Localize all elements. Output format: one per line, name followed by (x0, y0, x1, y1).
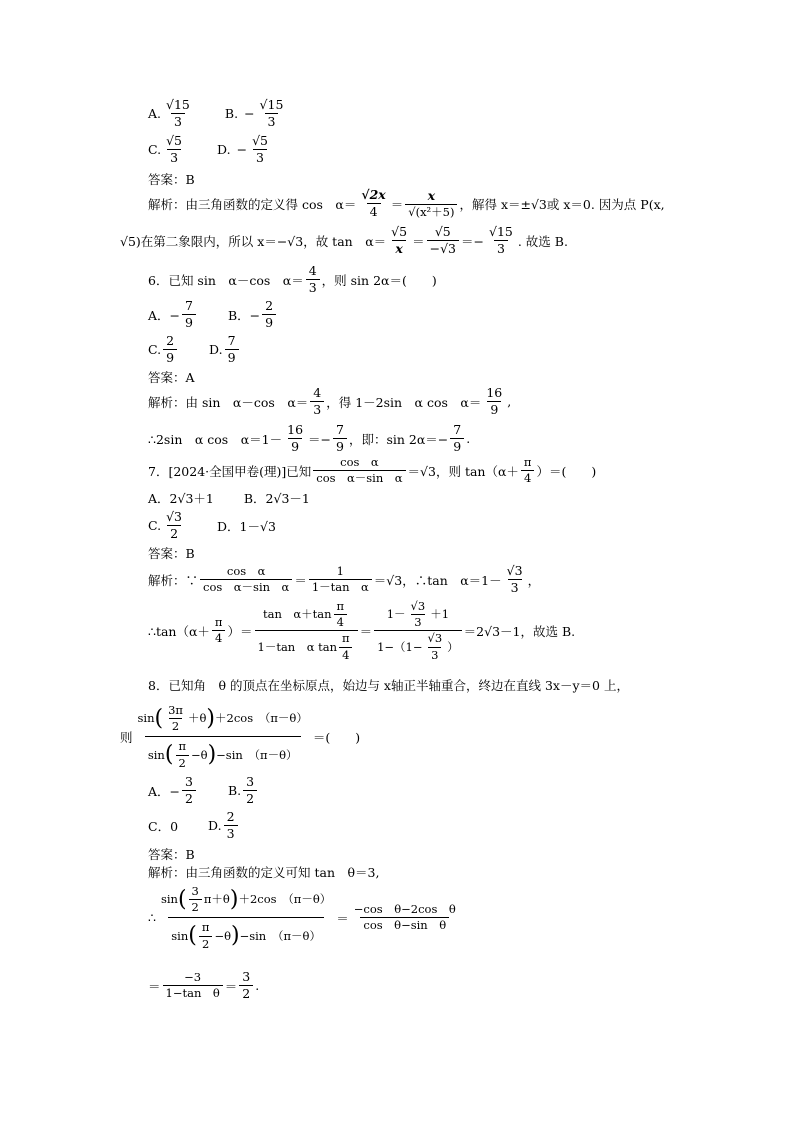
q5-option-c-label: C. (148, 142, 162, 158)
q5-sol2-frac3: $\frac{√15}{3}$ (488, 224, 513, 257)
q6-stem-text-a: 6．已知 sin α－cos α＝ (148, 272, 304, 288)
q7-sol1-frac1: cos α cos α－sin α (200, 565, 292, 594)
q6-option-d-label: D. (209, 342, 223, 358)
q7-sol2-bf2-den-text-a: 1−（1− (377, 639, 423, 654)
q8-sol3-frac1: −3 1−tan θ (163, 971, 223, 1000)
q5-option-b-sign: − (244, 106, 255, 122)
q8-sol3-period: . (255, 978, 260, 994)
q8-sol3-eq-a: ＝ (148, 978, 161, 994)
q8-den-sin-term: −sin （π－θ） (216, 747, 298, 762)
q8-sol3-frac2: 3 2 (239, 970, 253, 1002)
q7-sol1-frac3: √3 3 (506, 563, 523, 596)
q7-stem-text-c: ）＝( ) (536, 463, 597, 479)
q8-solution-line1: 解析：由三角函数的定义可知 tan θ＝3, (148, 865, 380, 880)
q6-option-c-label: C. (148, 342, 162, 358)
q7-sol1-text-c: ， (527, 572, 541, 588)
q6-solution-line2 (148, 423, 470, 455)
q5-sol1-eq: ＝ (390, 196, 404, 212)
q5-sol1-frac2: x √(x²＋5) (405, 189, 457, 220)
q8-option-c: C．0 (148, 818, 179, 834)
q5-solution-line1 (148, 188, 665, 220)
q8-sol2-den-sin: sin (171, 928, 189, 943)
q7-sol2-bf2-num-text-b: ＋1 (430, 607, 450, 622)
q5-sol1-text-b: ，解得 x＝±√3或 x＝0. 因为点 P(x, (459, 196, 665, 212)
q6-option-a-label: A．− (148, 307, 181, 323)
q5-answer: 答案：B (148, 172, 195, 187)
q8-option-b-label: B. (227, 783, 242, 799)
q8-option-d-label: D. (208, 818, 222, 834)
q7-option-b: B．2√3－1 (243, 491, 310, 506)
q5-solution-line2 (120, 225, 568, 257)
q8-sol2-eq: ＝ (336, 910, 349, 926)
q8-sol2-den-minus-theta: −θ (214, 928, 231, 943)
q7-options-ab (148, 489, 310, 507)
q8-then: 则 (120, 729, 133, 745)
q5-sol1-text-a: 解析：由三角函数的定义得 cos α＝ (148, 196, 357, 212)
q6-sol2-frac2: $\frac{7}{9}$ (333, 423, 347, 455)
q7-sol2-eq: ＝ (359, 623, 373, 639)
q6-stem (148, 264, 437, 296)
q8-solution-line2 (148, 885, 461, 951)
q5-sol2-text-a: √5)在第二象限内，所以 x＝−√3，故 tan α＝ (120, 233, 387, 249)
q8-num-plus-theta: ＋θ (187, 711, 207, 726)
q8-tail: ＝( ) (312, 729, 361, 745)
q6-sol2-text-a: ∴2sin α cos α＝1－ (148, 431, 283, 447)
q7-sol1-frac2: 1 1－tan α (309, 565, 372, 594)
q8-sol2-result-frac: −cos θ−2cos θ cos θ−sin θ (353, 902, 456, 933)
q5-option-c-fraction: √5 3 (166, 133, 183, 166)
q7-sol2-text-a: ∴tan（α＋ (148, 623, 210, 639)
q8-sol2-big-fraction: sin ( 3 2 π＋θ ) ＋2cos （π－θ） sin ( π 2 −θ ) −sin （π－θ） (160, 884, 332, 951)
q8-stem: 8．已知角 θ 的顶点在坐标原点，始边与 x轴正半轴重合，终边在直线 3x－y＝0 上， (148, 678, 629, 693)
q5-options-ab (148, 98, 288, 130)
q7-sol2-bf2-num-text-a: 1－ (386, 607, 406, 622)
q5-sol2-frac2: √5 −√3 (427, 225, 459, 257)
q7-answer: 答案：B (148, 546, 195, 561)
q7-stem (148, 456, 596, 485)
q7-sol2-text-b: ）＝ (227, 623, 253, 639)
q6-sol1-text-a: 解析：由 sin α－cos α＝ (148, 394, 309, 410)
q7-option-c-label: C. (148, 518, 162, 534)
q8-num-sin: sin (137, 711, 155, 726)
q8-option-a-fraction: $\frac{3}{2}$ (182, 775, 196, 807)
q7-stem-pi-frac: π 4 (521, 456, 535, 485)
q7-option-d: D．1－√3 (217, 518, 276, 534)
q7-solution-line2 (148, 600, 575, 662)
q6-sol1-frac1: 4 3 (310, 386, 324, 418)
q8-option-b-fraction: 3 2 (243, 775, 257, 807)
q6-solution-line1 (148, 386, 511, 418)
q8-solution-line3 (148, 970, 259, 1002)
q6-stem-frac: 4 3 (306, 264, 320, 296)
q7-options-cd (148, 510, 276, 542)
q5-sol2-text-b: . 故选 B. (517, 233, 568, 249)
q5-sol2-frac1: √5 x (391, 224, 408, 257)
q8-den-minus-theta: −θ (191, 747, 208, 762)
q8-sol2-num-cos-term: ＋2cos （π－θ） (238, 892, 332, 907)
q6-sol2-text-c: . (466, 431, 471, 447)
q6-sol2-frac1: 16 9 (287, 422, 304, 455)
q6-option-c-fraction: 2 9 (163, 334, 177, 366)
q5-option-d-sign: − (236, 142, 248, 158)
q7-sol2-bf1-den-text: 1－tan α tan (257, 639, 338, 654)
q6-sol1-text-b: ，得 1－2sin α cos α＝ (326, 394, 482, 410)
q8-sol2-den-sin-term: −sin （π－θ） (239, 928, 321, 943)
q6-option-a-fraction: $\frac{7}{9}$ (182, 299, 196, 331)
q7-option-c-fraction: √3 2 (166, 509, 183, 542)
q8-expression (120, 704, 360, 770)
q7-stem-text-b: ＝√3，则 tan（α＋ (407, 463, 519, 479)
q6-sol2-frac3: $\frac{7}{9}$ (450, 423, 464, 455)
q8-options-ab (148, 775, 259, 807)
q7-sol1-text-a: 解析：∵ (148, 572, 199, 588)
q7-sol2-big-frac2: 1－ √3 3 ＋1 1−（1− $\frac{√3}{3}$ ） (374, 600, 462, 662)
q5-options-cd (148, 134, 273, 166)
q7-stem-frac: cos α cos α－sin α (313, 456, 405, 485)
q5-option-b-label: B. (224, 106, 239, 122)
q5-sol2-eq1: ＝ (412, 233, 425, 249)
q7-sol2-pi-frac: π 4 (212, 616, 226, 645)
q6-sol2-text-b: ，即：sin 2α＝− (348, 431, 449, 447)
q5-option-b-fraction: $\frac{√15}{3}$ (259, 97, 284, 130)
q7-sol1-text-b: ＝√3，∴tan α＝1－ (373, 572, 502, 588)
q8-answer: 答案：B (148, 847, 195, 862)
q7-stem-text-a: 7．[2024·全国甲卷(理)]已知 (148, 463, 312, 479)
q6-sol1-frac2: 16 9 (486, 385, 503, 418)
q5-option-d-label: D. (217, 142, 231, 158)
q6-option-d-fraction: 7 9 (225, 334, 239, 366)
q7-sol2-bf1-num-text: tan α＋tan (262, 607, 332, 622)
q8-big-fraction: sin ( 3π 2 ＋θ ) ＋2cos （π－θ） sin ( π 2 −θ ) −sin （π－θ） (137, 703, 308, 770)
q8-option-d-fraction: 2 3 (224, 810, 238, 842)
q8-den-sin: sin (147, 747, 165, 762)
q6-sol2-eq: ＝− (308, 431, 332, 447)
q5-option-d-fraction: $\frac{√5}{3}$ (252, 133, 268, 166)
q5-sol2-eq2: ＝− (461, 233, 484, 249)
q5-sol1-frac1: √2x 4 (361, 187, 386, 220)
q8-sol2-num-sin: sin (160, 892, 178, 907)
q7-sol1-eq: ＝ (294, 572, 307, 588)
q8-options-cd (148, 810, 240, 842)
q6-option-b-label: B．− (227, 307, 261, 323)
q6-options-ab (148, 299, 278, 331)
q6-sol1-text-c: , (507, 394, 512, 410)
q8-sol2-num-pi-theta: π＋θ (203, 892, 230, 907)
q5-option-a-fraction: √15 3 (166, 97, 190, 130)
q6-answer: 答案：A (148, 370, 195, 385)
q8-sol3-eq-b: ＝ (224, 978, 238, 994)
q8-num-cos-term: ＋2cos （π－θ） (215, 711, 308, 726)
q7-sol2-text-c: ＝2√3－1，故选 B. (463, 623, 576, 639)
q6-stem-text-b: ，则 sin 2α＝( ) (321, 272, 437, 288)
q6-options-cd (148, 334, 241, 366)
q8-sol2-therefore: ∴ (148, 910, 156, 926)
q7-solution-line1 (148, 564, 540, 596)
q7-sol2-big-frac1: tan α＋tan π 4 1－tan α tan π 4 (255, 600, 358, 662)
q6-option-b-fraction: $\frac{2}{9}$ (262, 299, 276, 331)
q5-option-a-label: A. (148, 106, 162, 122)
q7-option-a: A．2√3＋1 (148, 491, 214, 506)
q8-option-a-label: A．− (148, 783, 181, 799)
q7-sol2-bf2-den-text-b: ） (447, 639, 459, 654)
